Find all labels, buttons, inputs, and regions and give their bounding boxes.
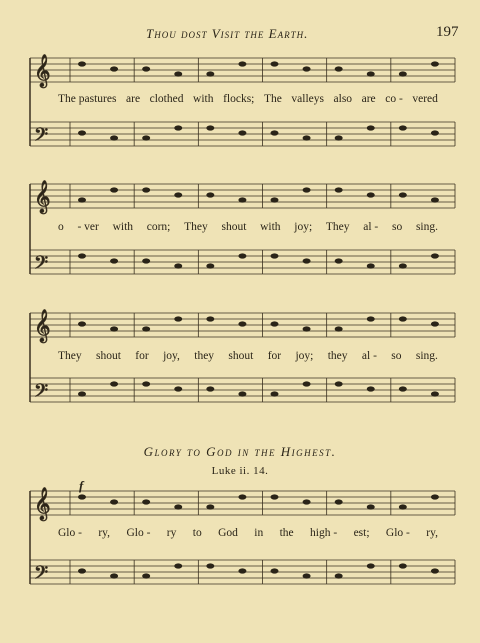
note-head — [335, 258, 343, 263]
bass-clef-icon: 𝄢 — [34, 562, 49, 587]
lyric-syllable: Glo - — [58, 527, 82, 539]
note-head — [367, 71, 375, 76]
lyric-syllable: ry, — [98, 527, 111, 539]
note-head — [399, 263, 407, 268]
note-head — [271, 61, 279, 66]
note-head — [78, 568, 86, 573]
note-head — [271, 494, 279, 499]
hymn-title: Glory to God in the Highest. — [143, 444, 337, 459]
lyric-syllable: al - — [363, 221, 379, 233]
lyric-syllable: with — [112, 221, 134, 233]
lyric-syllable: sing. — [415, 221, 438, 233]
note-head — [399, 563, 407, 568]
note-head — [206, 563, 214, 568]
lyric-syllable: with — [193, 93, 214, 105]
lyric-syllable: shout — [228, 350, 254, 362]
lyric-syllable: they — [194, 350, 215, 362]
note-head — [110, 573, 118, 578]
note-head — [206, 263, 214, 268]
note-head — [335, 499, 343, 504]
note-head — [78, 130, 86, 135]
lyric-syllable: ry, — [426, 527, 438, 539]
lyric-syllable: corn; — [146, 221, 171, 233]
note-head — [399, 71, 407, 76]
lyrics-system-1 — [58, 93, 438, 105]
note-head — [78, 391, 86, 396]
lyric-syllable: to — [192, 527, 202, 539]
note-head — [367, 563, 375, 568]
lyric-syllable: for — [267, 350, 282, 362]
bass-clef-icon: 𝄢 — [34, 380, 49, 405]
page-number: 197 — [436, 24, 459, 40]
note-head — [110, 135, 118, 140]
note-head — [431, 391, 439, 396]
lyric-syllable: shout — [221, 221, 247, 233]
note-head — [142, 187, 150, 192]
note-head — [206, 192, 214, 197]
note-head — [78, 197, 86, 202]
lyric-syllable: are — [126, 93, 141, 105]
lyric-syllable: The — [263, 93, 282, 105]
note-head — [303, 326, 311, 331]
note-head — [78, 61, 86, 66]
note-head — [367, 504, 375, 509]
lyric-syllable: high - — [310, 527, 338, 539]
note-head — [335, 187, 343, 192]
lyric-syllable: joy; — [295, 350, 314, 362]
note-head — [238, 494, 246, 499]
note-head — [271, 197, 279, 202]
lyric-syllable: They — [58, 350, 82, 362]
note-head — [431, 494, 439, 499]
dynamic-mark: f — [79, 478, 84, 493]
note-head — [142, 499, 150, 504]
lyric-syllable: clothed — [149, 93, 184, 105]
note-head — [271, 130, 279, 135]
note-head — [238, 130, 246, 135]
note-head — [303, 381, 311, 386]
lyric-syllable: vered — [412, 93, 438, 105]
treble-clef-icon: 𝄞 — [34, 311, 51, 342]
note-head — [431, 61, 439, 66]
note-head — [78, 494, 86, 499]
note-head — [399, 316, 407, 321]
lyric-syllable: for — [135, 350, 149, 362]
note-head — [335, 66, 343, 71]
note-head — [206, 386, 214, 391]
lyric-syllable: ry — [166, 527, 177, 539]
note-head — [174, 504, 182, 509]
note-head — [142, 66, 150, 71]
lyrics-hymn — [58, 527, 438, 539]
bass-clef-icon: 𝄢 — [34, 252, 49, 277]
note-head — [367, 192, 375, 197]
note-head — [238, 321, 246, 326]
note-head — [399, 504, 407, 509]
note-head — [271, 321, 279, 326]
note-head — [206, 71, 214, 76]
note-head — [367, 263, 375, 268]
note-head — [110, 381, 118, 386]
note-head — [399, 192, 407, 197]
lyric-syllable: - ver — [77, 221, 99, 233]
lyric-syllable: shout — [96, 350, 121, 362]
note-head — [142, 135, 150, 140]
note-head — [238, 391, 246, 396]
note-head — [174, 563, 182, 568]
running-title: Thou dost Visit the Earth. — [146, 26, 309, 41]
note-head — [110, 326, 118, 331]
note-head — [206, 504, 214, 509]
note-head — [431, 568, 439, 573]
lyric-syllable: so — [391, 350, 402, 362]
note-head — [335, 573, 343, 578]
lyric-syllable: the — [279, 527, 294, 539]
note-head — [335, 135, 343, 140]
note-head — [303, 258, 311, 263]
note-head — [174, 316, 182, 321]
note-head — [303, 66, 311, 71]
lyrics-system-2 — [58, 221, 438, 233]
note-head — [142, 381, 150, 386]
note-head — [174, 71, 182, 76]
note-head — [142, 326, 150, 331]
lyric-syllable: valleys — [291, 93, 324, 105]
note-head — [431, 321, 439, 326]
lyric-syllable: The pastures — [58, 93, 117, 105]
note-head — [238, 61, 246, 66]
note-head — [303, 187, 311, 192]
note-head — [303, 573, 311, 578]
note-head — [206, 316, 214, 321]
note-head — [110, 66, 118, 71]
lyric-syllable: also — [333, 93, 353, 105]
lyric-syllable: with — [260, 221, 281, 233]
lyric-syllable: o — [58, 221, 64, 233]
note-head — [271, 568, 279, 573]
note-head — [367, 316, 375, 321]
note-head — [110, 258, 118, 263]
lyric-syllable: co - — [385, 93, 403, 105]
note-head — [78, 321, 86, 326]
note-head — [335, 381, 343, 386]
lyric-syllable: sing. — [415, 350, 438, 362]
note-head — [367, 386, 375, 391]
lyric-syllable: they — [327, 350, 348, 362]
note-head — [238, 197, 246, 202]
note-head — [174, 386, 182, 391]
note-head — [110, 187, 118, 192]
note-head — [142, 258, 150, 263]
note-head — [238, 568, 246, 573]
lyric-syllable: in — [254, 527, 264, 539]
note-head — [110, 499, 118, 504]
lyric-syllable: est; — [353, 527, 370, 539]
lyric-syllable: flocks; — [223, 93, 255, 105]
lyric-syllable: They — [184, 221, 208, 233]
note-head — [303, 135, 311, 140]
note-head — [303, 499, 311, 504]
note-head — [431, 197, 439, 202]
note-head — [431, 130, 439, 135]
treble-clef-icon: 𝄞 — [34, 489, 51, 520]
note-head — [78, 253, 86, 258]
note-head — [367, 125, 375, 130]
scripture-reference: Luke ii. 14. — [211, 465, 269, 477]
lyric-syllable: al - — [361, 350, 377, 362]
lyric-syllable: are — [361, 93, 376, 105]
lyric-syllable: Glo - — [126, 527, 151, 539]
treble-clef-icon: 𝄞 — [34, 56, 51, 87]
lyric-syllable: They — [325, 221, 350, 233]
lyric-syllable: Glo - — [385, 527, 410, 539]
note-head — [174, 192, 182, 197]
note-head — [335, 326, 343, 331]
note-head — [399, 125, 407, 130]
note-head — [174, 125, 182, 130]
lyrics-system-3 — [58, 350, 438, 362]
note-head — [271, 391, 279, 396]
note-heads — [78, 61, 439, 578]
lyric-syllable: joy, — [163, 350, 180, 362]
note-head — [431, 253, 439, 258]
note-head — [142, 573, 150, 578]
bass-clef-icon: 𝄢 — [34, 124, 49, 149]
lyric-syllable: joy; — [294, 221, 313, 233]
note-head — [174, 263, 182, 268]
note-head — [206, 125, 214, 130]
lyric-syllable: God — [218, 527, 238, 539]
treble-clef-icon: 𝄞 — [34, 182, 51, 213]
lyric-syllable: so — [391, 221, 403, 233]
note-head — [238, 253, 246, 258]
note-head — [271, 253, 279, 258]
note-head — [399, 386, 407, 391]
